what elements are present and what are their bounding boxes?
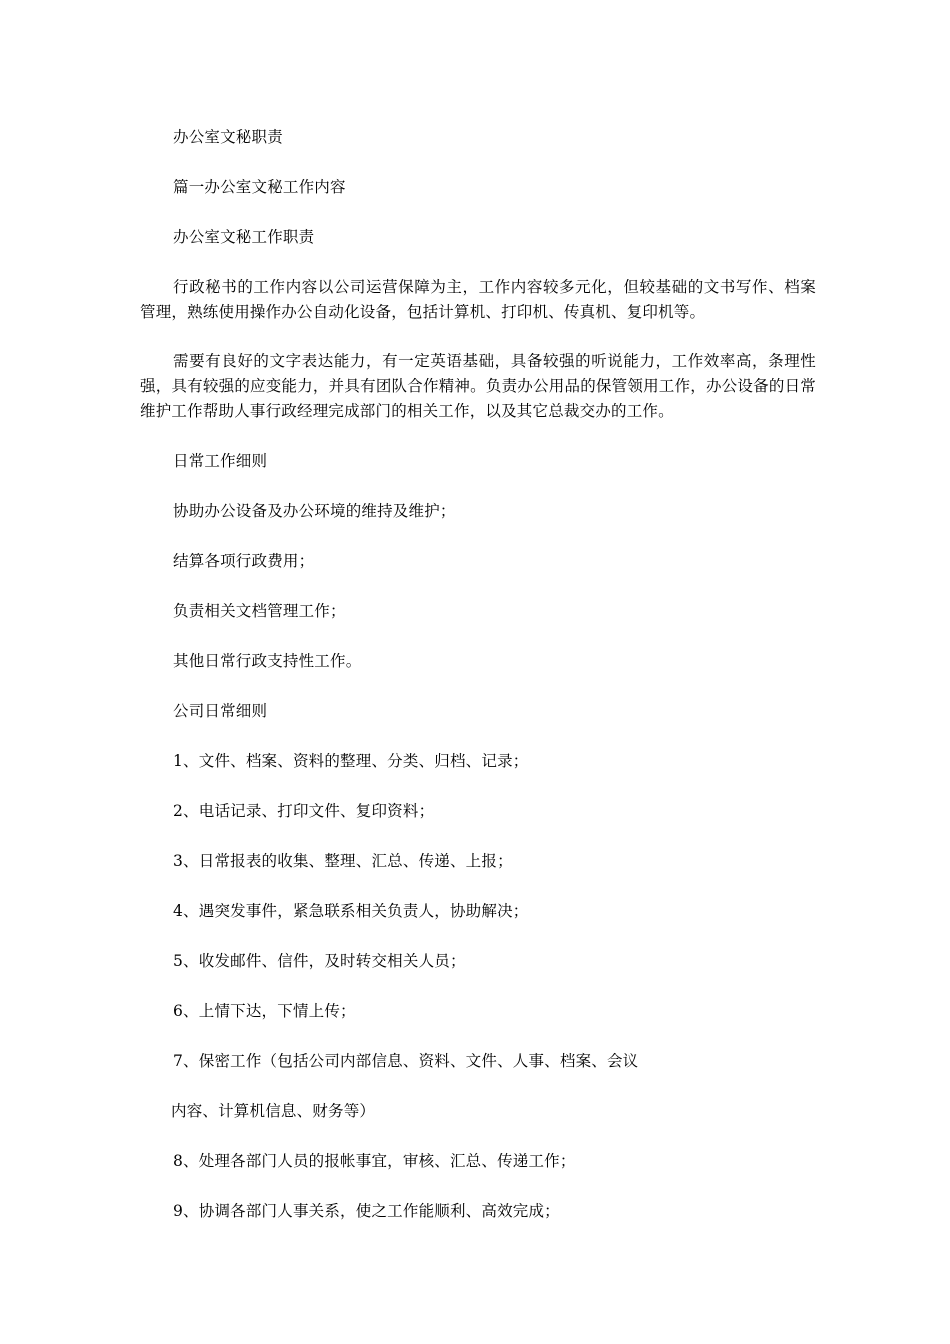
company-item: 4、遇突发事件，紧急联系相关负责人，协助解决； [173, 902, 529, 920]
daily-heading: 日常工作细则 [173, 452, 268, 470]
company-item-continuation: 内容、计算机信息、财务等） [171, 1102, 376, 1120]
daily-item: 其他日常行政支持性工作。 [173, 652, 362, 670]
company-item: 7、保密工作（包括公司内部信息、资料、文件、人事、档案、会议 [173, 1052, 639, 1070]
daily-item: 负责相关文档管理工作； [173, 602, 346, 620]
daily-item: 协助办公设备及办公环境的维持及维护； [173, 502, 456, 520]
company-item: 9、协调各部门人事关系，使之工作能顺利、高效完成； [173, 1202, 560, 1220]
company-item: 6、上情下达，下情上传； [173, 1002, 356, 1020]
document-title: 办公室文秘职责 [173, 128, 283, 146]
company-item: 8、处理各部门人员的报帐事宜，审核、汇总、传递工作； [173, 1152, 576, 1170]
paragraph-1: 行政秘书的工作内容以公司运营保障为主，工作内容较多元化，但较基础的文书写作、档案管理，熟练使用操作办公自动化设备，包括计算机、打印机、传真机、复印机等。 [140, 278, 816, 321]
paragraph-2: 需要有良好的文字表达能力，有一定英语基础，具备较强的听说能力，工作效率高，条理性强，具有较强的应变能力，并具有团队合作精神。负责办公用品的保管领用工作，办公设备的日常维护工作帮助人事行政经理完成部门的相关工作，以及其它总裁交办的工作。 [140, 352, 816, 420]
subheading: 办公室文秘工作职责 [173, 228, 315, 246]
company-item: 2、电话记录、打印文件、复印资料； [173, 802, 435, 820]
company-item: 3、日常报表的收集、整理、汇总、传递、上报； [173, 852, 513, 870]
company-heading: 公司日常细则 [173, 702, 268, 720]
company-item: 1、文件、档案、资料的整理、分类、归档、记录； [173, 752, 529, 770]
daily-item: 结算各项行政费用； [173, 552, 315, 570]
company-item: 5、收发邮件、信件，及时转交相关人员； [173, 952, 466, 970]
section-heading: 篇一办公室文秘工作内容 [173, 178, 346, 196]
